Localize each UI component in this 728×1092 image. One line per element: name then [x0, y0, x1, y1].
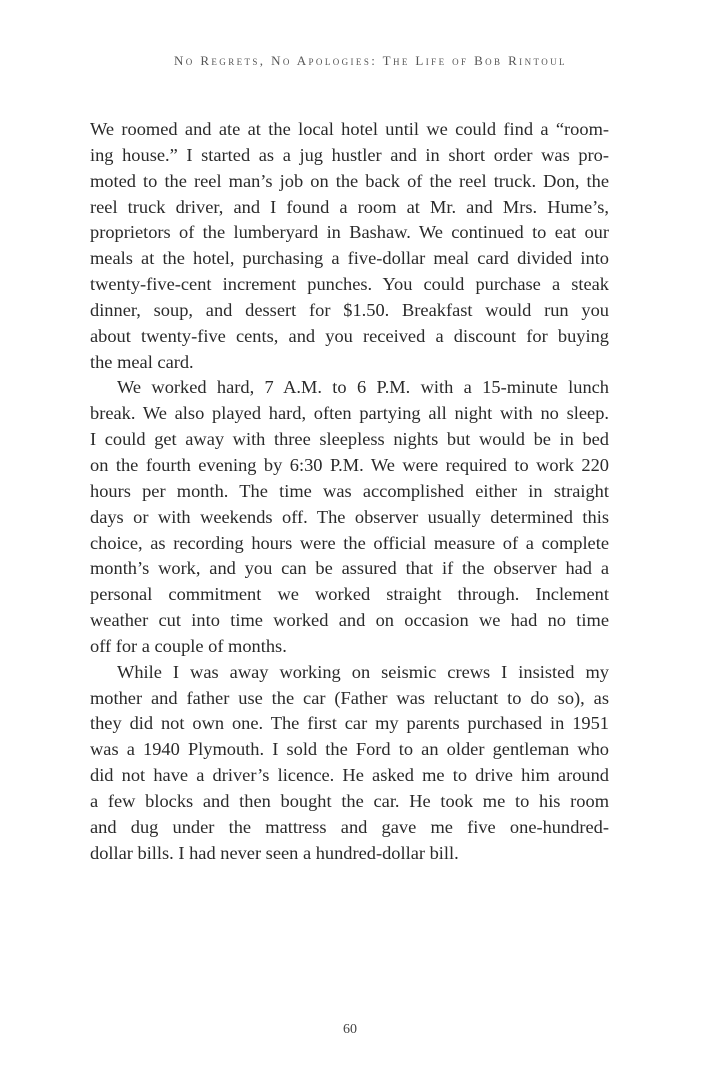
running-head: No Regrets, No Apologies: The Life of Bob Rintoul — [174, 53, 567, 68]
text-line: hours per month. The time was accomplished either in straight — [90, 480, 609, 501]
text-line: the meal card. — [90, 351, 194, 372]
text-line: While I was away working on seismic crews I insisted my — [117, 661, 609, 682]
text-line: on the fourth evening by 6:30 P.M. We were required to work 220 — [90, 454, 609, 475]
body-text — [90, 117, 609, 866]
text-line: We worked hard, 7 A.M. to 6 P.M. with a 15-minute lunch — [117, 377, 609, 398]
text-line: moted to the reel man’s job on the back of the reel truck. Don, the — [90, 170, 609, 191]
text-line: month’s work, and you can be assured that if the observer had a — [90, 558, 609, 579]
text-line: reel truck driver, and I found a room at Mr. and Mrs. Hume’s, — [90, 196, 609, 217]
text-line: meals at the hotel, purchasing a five-dollar meal card divided into — [90, 248, 609, 269]
text-line: We roomed and ate at the local hotel until we could find a “room- — [90, 119, 609, 139]
text-line: weather cut into time worked and on occasion we had no time — [90, 610, 609, 631]
text-line: a few blocks and then bought the car. He took me to his room — [90, 790, 609, 811]
text-line: proprietors of the lumberyard in Bashaw. We continued to eat our — [90, 222, 609, 243]
text-line: they did not own one. The first car my parents purchased in 1951 — [90, 713, 609, 734]
text-line: dollar bills. I had never seen a hundred-dollar bill. — [90, 842, 459, 863]
text-line: twenty-five-cent increment punches. You could purchase a steak — [90, 274, 609, 295]
page-number: 60 — [343, 1022, 357, 1037]
text-line: dinner, soup, and dessert for $1.50. Breakfast would run you — [90, 299, 609, 320]
text-line: about twenty-five cents, and you received a discount for buying — [90, 325, 609, 346]
paragraph — [90, 660, 609, 867]
text-line: I could get away with three sleepless nights but would be in bed — [90, 429, 609, 450]
text-line: did not have a driver’s licence. He asked me to drive him around — [90, 765, 609, 786]
text-line: days or with weekends off. The observer usually determined this — [90, 506, 609, 527]
paragraph — [90, 117, 609, 375]
text-line: off for a couple of months. — [90, 635, 287, 656]
text-line: was a 1940 Plymouth. I sold the Ford to an older gentleman who — [90, 739, 609, 760]
text-line: and dug under the mattress and gave me five one-hundred- — [90, 816, 609, 837]
text-line: personal commitment we worked straight through. Inclement — [90, 584, 609, 605]
text-line: choice, as recording hours were the official measure of a complete — [90, 532, 609, 553]
text-line: break. We also played hard, often partying all night with no sleep. — [90, 403, 609, 424]
text-line: mother and father use the car (Father was reluctant to do so), as — [90, 687, 609, 708]
paragraph — [90, 375, 609, 659]
text-line: ing house.” I started as a jug hustler and in short order was pro- — [90, 144, 609, 165]
